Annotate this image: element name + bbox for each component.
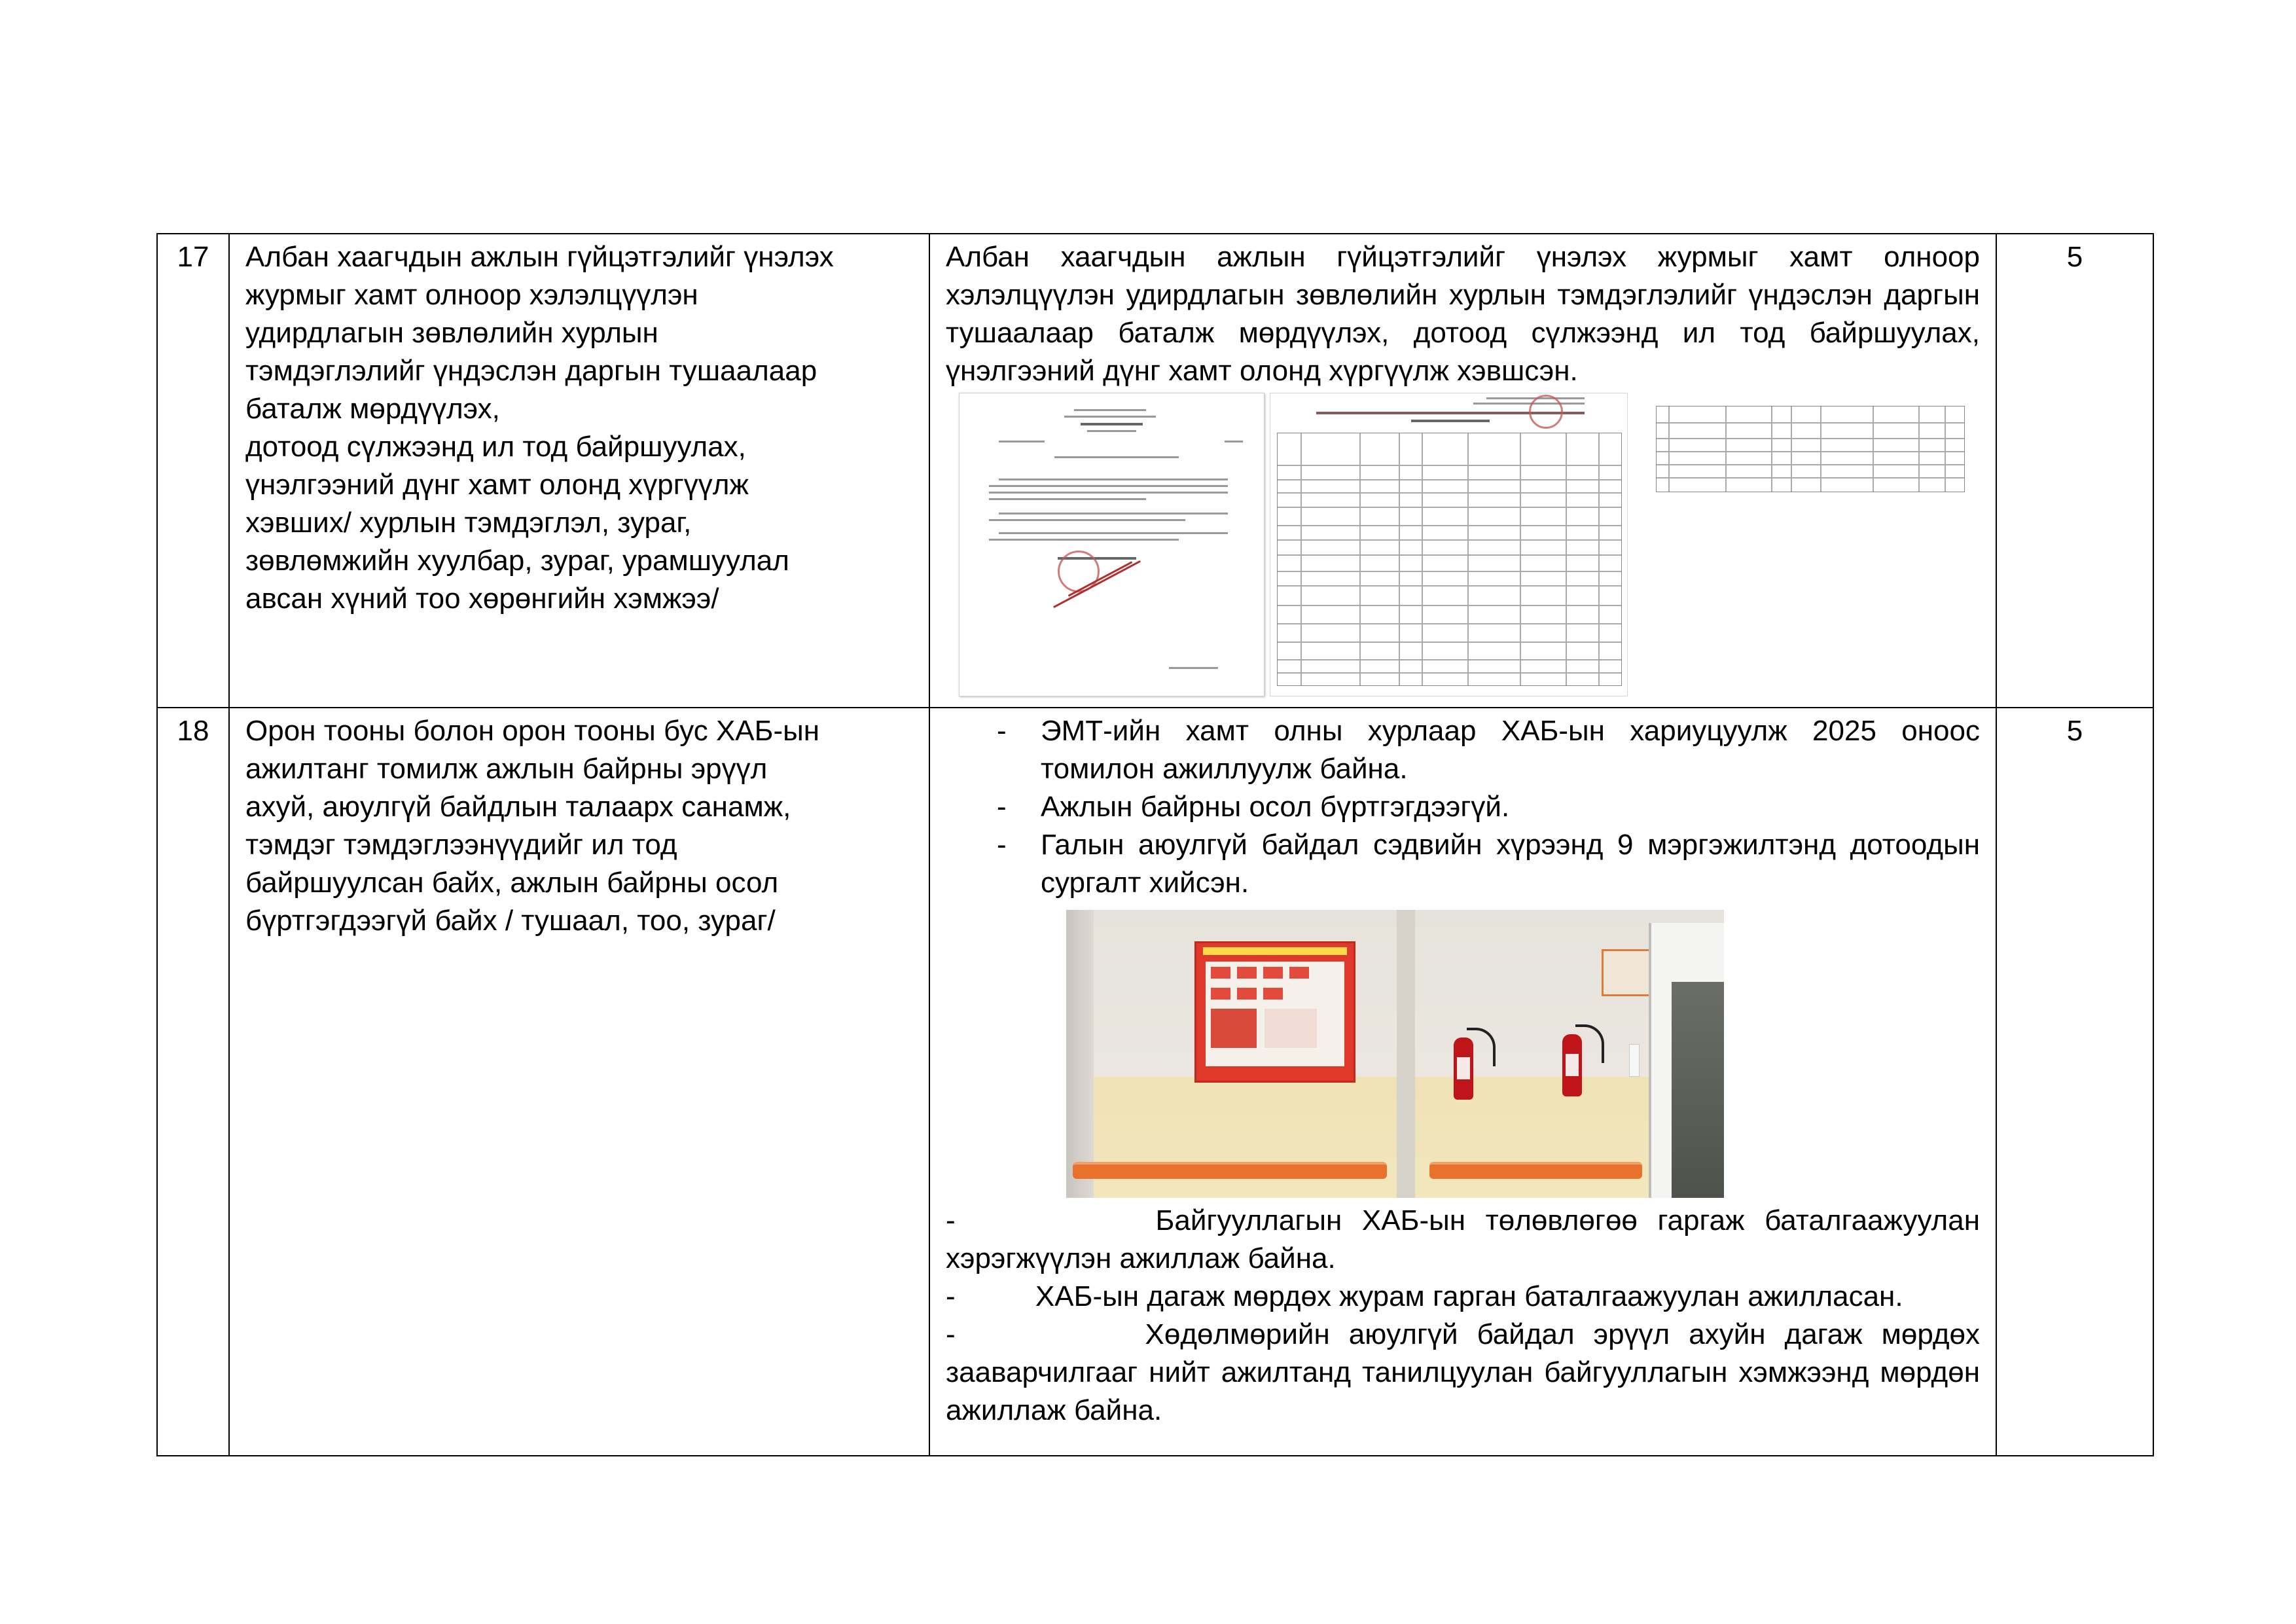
criterion-line: үнэлгээний дүнг хамт олонд хүргүүлж <box>245 469 749 501</box>
criterion-line: ахуй, аюулгүй байдлын талаарх санамж, <box>245 791 791 823</box>
criterion-line: байршуулсан байх, ажлын байрны осол <box>245 867 779 899</box>
bullet-dash: - <box>997 829 1007 861</box>
bullet-dash: - <box>997 715 1007 747</box>
score-cell: 5 <box>1996 234 2153 708</box>
criterion-line: тэмдэглэлийг үндэслэн даргын тушаалаар <box>245 355 817 387</box>
score-cell: 5 <box>1996 708 2153 1456</box>
evaluation-table <box>156 233 2154 1456</box>
list-item <box>946 712 1980 788</box>
criterion-line: авсан хүний тоо хөрөнгийн хэмжээ/ <box>245 583 719 615</box>
criterion-cell <box>229 234 929 708</box>
evaluation-table-fragment-scan <box>1656 406 1967 496</box>
evidence-paragraph: - Байгууллагын ХАБ-ын төлөвлөгөө гаргаж баталгаажуулан хэрэгжүүлэн ажиллаж байна. <box>946 1204 1980 1274</box>
criterion-line: тэмдэг тэмдэглээнүүдийг ил тод <box>245 829 677 861</box>
evidence-bullet-list <box>946 712 1980 902</box>
criterion-line: ажилтанг томилж ажлын байрны эрүүл <box>245 753 768 785</box>
evidence-cell <box>929 708 1996 1456</box>
stamp-icon <box>1529 395 1563 429</box>
fire-safety-photo <box>1066 910 1724 1198</box>
row-number: 18 <box>157 708 229 1456</box>
evidence-cell <box>929 234 1996 708</box>
bullet-text: Галын аюулгүй байдал сэдвийн хүрээнд 9 мэргэжилтэнд дотоодын сургалт хийсэн. <box>1041 829 1980 899</box>
bullet-text: Ажлын байрны осол бүртгэгдээгүй. <box>1041 791 1510 823</box>
criterion-line: зөвлөмжийн хуулбар, зураг, урамшуулал <box>245 545 789 577</box>
order-document-scan <box>959 393 1265 696</box>
table-row <box>157 708 2153 1456</box>
criterion-line: журмыг хамт олноор хэлэлцүүлэн <box>245 279 698 311</box>
evaluation-table-scan <box>1270 393 1628 696</box>
criterion-line: удирдлагын зөвлөлийн хурлын <box>245 317 658 349</box>
criterion-cell <box>229 708 929 1456</box>
evidence-text: Албан хаагчдын ажлын гүйцэтгэлийг үнэлэх журмыг хамт олноор хэлэлцүүлэн удирдлагын зөвлөлийн хурлын тэмдэглэлийг үндэслэн даргын тушаалаар баталж мөрдүүлэх, дотоод сүлжээнд ил тод байршуулах, үнэлгээний дүнг хамт олонд хүргүүлж хэвшсэн. <box>946 241 1980 387</box>
criterion-line: баталж мөрдүүлэх, <box>245 393 500 425</box>
criterion-line: бүртгэгдээгүй байх / тушаал, тоо, зураг/ <box>245 905 776 937</box>
bullet-text: ЭМТ-ийн хамт олны хурлаар ХАБ-ын хариуцуулж 2025 оноос томилон ажиллуулж байна. <box>1041 715 1980 785</box>
evidence-paragraph: - Хөдөлмөрийн аюулгүй байдал эрүүл ахуйн дагаж мөрдөх зааварчилгааг нийт ажилтанд танилцуулан байгууллагын хэмжээнд мөрдөн ажиллаж байна. <box>946 1318 1980 1426</box>
criterion-line: дотоод сүлжээнд ил тод байршуулах, <box>245 431 746 463</box>
criterion-line: Орон тооны болон орон тооны бус ХАБ-ын <box>245 715 820 747</box>
row-number: 17 <box>157 234 229 708</box>
list-item <box>946 826 1980 902</box>
criterion-line: Албан хаагчдын ажлын гүйцэтгэлийг үнэлэх <box>245 241 834 273</box>
safety-poster-icon <box>1194 941 1355 1083</box>
scanned-documents <box>946 393 1980 700</box>
table-row <box>157 234 2153 708</box>
list-item <box>946 788 1980 826</box>
evidence-paragraph: - ХАБ-ын дагаж мөрдөх журам гарган баталгаажуулан ажилласан. <box>946 1280 1903 1312</box>
criterion-line: хэвших/ хурлын тэмдэглэл, зураг, <box>245 507 692 539</box>
bullet-dash: - <box>997 791 1007 823</box>
